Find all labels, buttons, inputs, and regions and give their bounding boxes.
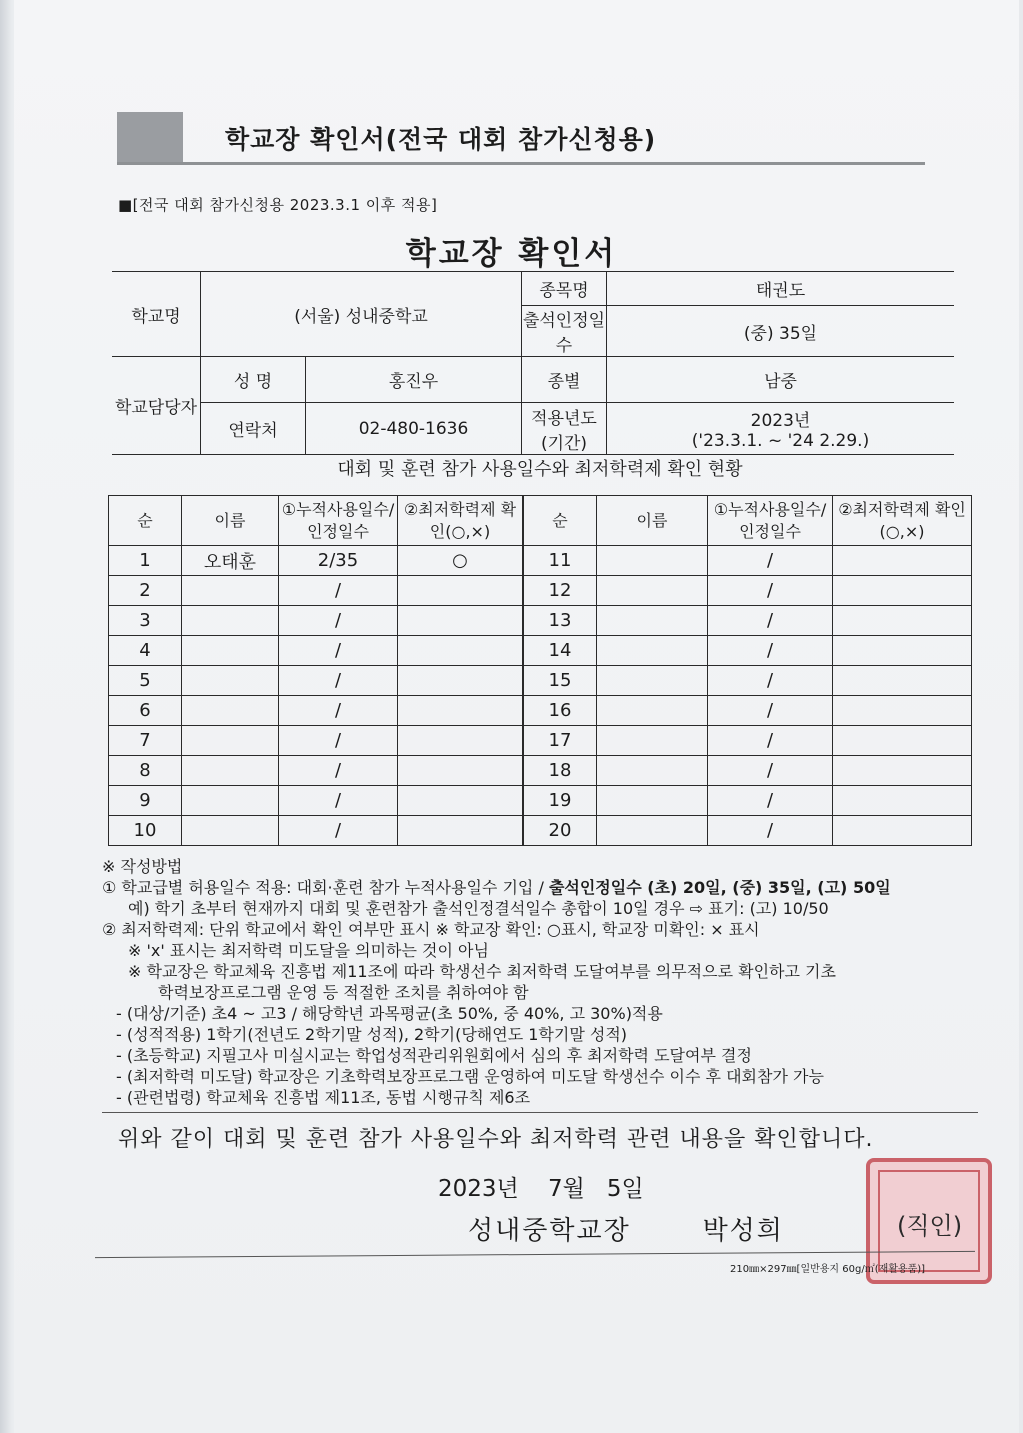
cell-n1: 6 (109, 696, 182, 726)
status-title: 대회 및 훈련 참가 사용일수와 최저학력제 확인 현황 (337, 459, 743, 480)
cell-n2: 13 (523, 606, 597, 636)
cell-c1 (398, 696, 524, 726)
document-date (438, 1170, 644, 1203)
col-name-1: 이름 (182, 496, 279, 546)
event-value: 태권도 (607, 272, 954, 306)
cell-d2: / (708, 756, 833, 786)
cell-d1: / (279, 726, 398, 756)
cell-c2 (833, 756, 972, 786)
gender-value: 남중 (607, 357, 954, 403)
cell-name2 (597, 816, 708, 846)
participation-table (108, 495, 972, 846)
cell-d2: / (708, 696, 833, 726)
instr-line-6: 학력보장프로그램 운영 등 적절한 조치를 취하여야 함 (158, 983, 529, 1002)
cell-name2 (597, 726, 708, 756)
header-gray-box (117, 112, 183, 164)
cell-d2: / (708, 546, 833, 576)
instr-line-9: - (초등학교) 지필고사 미실시교는 학업성적관리위원회에서 심의 후 최저학력 도달여부 결정 (116, 1046, 752, 1065)
days-value: (중) 35일 (607, 306, 954, 357)
cell-c1 (398, 666, 524, 696)
name-value: 홍진우 (306, 357, 522, 403)
cell-d1: / (279, 666, 398, 696)
cell-c2 (833, 726, 972, 756)
cell-c2 (833, 816, 972, 846)
cell-name1 (182, 666, 279, 696)
cell-n2: 17 (523, 726, 597, 756)
instr-line-2: 예) 학기 초부터 현재까지 대회 및 훈련참가 출석인정결석일수 총합이 10일 경우 ⇨ 표기: (고) 10/50 (128, 899, 829, 918)
cell-d1: / (279, 816, 398, 846)
gender-label: 종별 (522, 357, 607, 403)
table-row (109, 756, 972, 786)
staff-label: 학교담당자 (112, 357, 201, 455)
date-month: 7월 (548, 1176, 585, 1202)
date-year: 2023년 (438, 1176, 519, 1202)
cell-n1: 5 (109, 666, 182, 696)
instr-line-8: - (성적적용) 1학기(전년도 2학기말 성적), 2학기(당해연도 1학기말 성적) (116, 1025, 628, 1044)
cell-name1 (182, 606, 279, 636)
cell-name2 (597, 636, 708, 666)
instr-line-5: ※ 학교장은 학교체육 진흥법 제11조에 따라 학생선수 최저학력 도달여부를 의무적으로 확인하고 기초 (128, 962, 836, 981)
event-label: 종목명 (522, 272, 607, 306)
cell-c2 (833, 666, 972, 696)
cell-d2: / (708, 606, 833, 636)
paper-spec-footer: 210㎜×297㎜[일반용지 60g/㎡(재활용품)] (730, 1264, 926, 1275)
cell-c1 (398, 756, 524, 786)
principal-title: 성내중학교장 (468, 1216, 631, 1246)
table-row (109, 666, 972, 696)
col-name-2: 이름 (597, 496, 708, 546)
cell-name2 (597, 786, 708, 816)
instr-line-1b: 출석인정일수 (초) 20일, (중) 35일, (고) 50일 (548, 878, 891, 897)
cell-name1 (182, 786, 279, 816)
cell-c1 (398, 636, 524, 666)
school-info-table (112, 271, 954, 455)
period-value: ('23.3.1. ~ '24 2.29.) (691, 431, 870, 451)
cell-n2: 16 (523, 696, 597, 726)
applicability-note: ■[전국 대회 참가신청용 2023.3.1 이후 적용] (118, 196, 438, 214)
year-value: 2023년 (750, 411, 811, 431)
year-cell (607, 403, 954, 455)
cell-name2 (597, 606, 708, 636)
school-value: (서울) 성내중학교 (201, 272, 522, 357)
name-label: 성 명 (201, 357, 306, 403)
cell-c2 (833, 786, 972, 816)
cell-name2 (597, 696, 708, 726)
table-row (109, 726, 972, 756)
cell-n2: 18 (523, 756, 597, 786)
cell-name1: 오태훈 (182, 546, 279, 576)
cell-d1: / (279, 696, 398, 726)
cell-n1: 7 (109, 726, 182, 756)
cell-n1: 2 (109, 576, 182, 606)
cell-n1: 9 (109, 786, 182, 816)
header-title: 학교장 확인서(전국 대회 참가신청용) (225, 125, 657, 154)
cell-name2 (597, 756, 708, 786)
year-label: 적용년도(기간) (522, 403, 607, 455)
table-row (109, 546, 972, 576)
cell-name1 (182, 816, 279, 846)
cell-c1 (398, 576, 524, 606)
instr-line-10: - (최저학력 미도달) 학교장은 기초학력보장프로그램 운영하여 미도달 학생선수 이수 후 대회참가 가능 (116, 1067, 824, 1086)
instr-line-11: - (관련법령) 학교체육 진흥법 제11조, 동법 시행규칙 제6조 (116, 1088, 531, 1107)
cell-name1 (182, 726, 279, 756)
cell-n2: 15 (523, 666, 597, 696)
cell-d2: / (708, 666, 833, 696)
table-row (109, 786, 972, 816)
col-check-1: ②최저학력제 확인(○,×) (398, 496, 524, 546)
cell-name1 (182, 696, 279, 726)
cell-c2 (833, 696, 972, 726)
document-title: 학교장 확인서 (405, 236, 618, 272)
table-row (109, 696, 972, 726)
cell-d1: / (279, 786, 398, 816)
cell-name2 (597, 546, 708, 576)
cell-n1: 4 (109, 636, 182, 666)
instr-line-3: ② 최저학력제: 단위 학교에서 확인 여부만 표시 ※ 학교장 확인: ○표시, 학교장 미확인: × 표시 (102, 920, 760, 939)
cell-n2: 11 (523, 546, 597, 576)
cell-c1 (398, 816, 524, 846)
cell-c2 (833, 546, 972, 576)
cell-n1: 3 (109, 606, 182, 636)
date-day: 5일 (606, 1176, 644, 1202)
cell-n2: 12 (523, 576, 597, 606)
contact-label: 연락처 (201, 403, 306, 455)
cell-name1 (182, 636, 279, 666)
cell-name1 (182, 756, 279, 786)
cell-n1: 10 (109, 816, 182, 846)
cell-n2: 20 (523, 816, 597, 846)
instructions (102, 856, 982, 1108)
table-row (109, 636, 972, 666)
cell-d2: / (708, 576, 833, 606)
cell-d1: / (279, 636, 398, 666)
cell-c1: ○ (398, 546, 524, 576)
cell-n1: 1 (109, 546, 182, 576)
cell-c1 (398, 606, 524, 636)
cell-c1 (398, 726, 524, 756)
instr-line-4: ※ 'x' 표시는 최저학력 미도달을 의미하는 것이 아님 (128, 941, 489, 960)
days-label: 출석인정일수 (522, 306, 607, 357)
cell-c1 (398, 786, 524, 816)
cell-d2: / (708, 636, 833, 666)
col-no-2: 순 (523, 496, 597, 546)
cell-name2 (597, 666, 708, 696)
instr-line-7: - (대상/기준) 초4 ~ 고3 / 해당학년 과목평균(초 50%, 중 40%, 고 30%)적용 (116, 1004, 663, 1023)
cell-d1: 2/35 (279, 546, 398, 576)
seal-label: (직인) (897, 1212, 963, 1240)
col-check-2: ②최저학력제 확인(○,×) (833, 496, 972, 546)
table-row (109, 816, 972, 846)
table-row (109, 576, 972, 606)
cell-c2 (833, 636, 972, 666)
cell-n2: 14 (523, 636, 597, 666)
cell-n2: 19 (523, 786, 597, 816)
cell-d1: / (279, 576, 398, 606)
table-row (109, 606, 972, 636)
school-label: 학교명 (112, 272, 201, 357)
cell-d2: / (708, 786, 833, 816)
contact-value: 02-480-1636 (306, 403, 522, 455)
cell-c2 (833, 606, 972, 636)
cell-n1: 8 (109, 756, 182, 786)
instr-line-1a: ① 학교급별 허용일수 적용: 대회·훈련 참가 누적사용일수 기입 / (102, 878, 549, 897)
col-days-1: ①누적사용일수/인정일수 (279, 496, 398, 546)
instr-heading: ※ 작성방법 (102, 857, 183, 876)
cell-c2 (833, 576, 972, 606)
cell-d2: / (708, 726, 833, 756)
col-days-2: ①누적사용일수/인정일수 (708, 496, 833, 546)
confirmation-statement: 위와 같이 대회 및 훈련 참가 사용일수와 최저학력 관련 내용을 확인합니다. (118, 1127, 874, 1152)
cell-d1: / (279, 756, 398, 786)
principal-name: 박성희 (702, 1216, 784, 1246)
header-rule (117, 162, 925, 165)
cell-d1: / (279, 606, 398, 636)
instr-line-1 (102, 877, 982, 898)
col-no-1: 순 (109, 496, 182, 546)
instructions-divider (102, 1112, 978, 1113)
cell-name1 (182, 576, 279, 606)
table-body (109, 546, 972, 846)
cell-d2: / (708, 816, 833, 846)
signature-line (468, 1210, 784, 1247)
cell-name2 (597, 576, 708, 606)
